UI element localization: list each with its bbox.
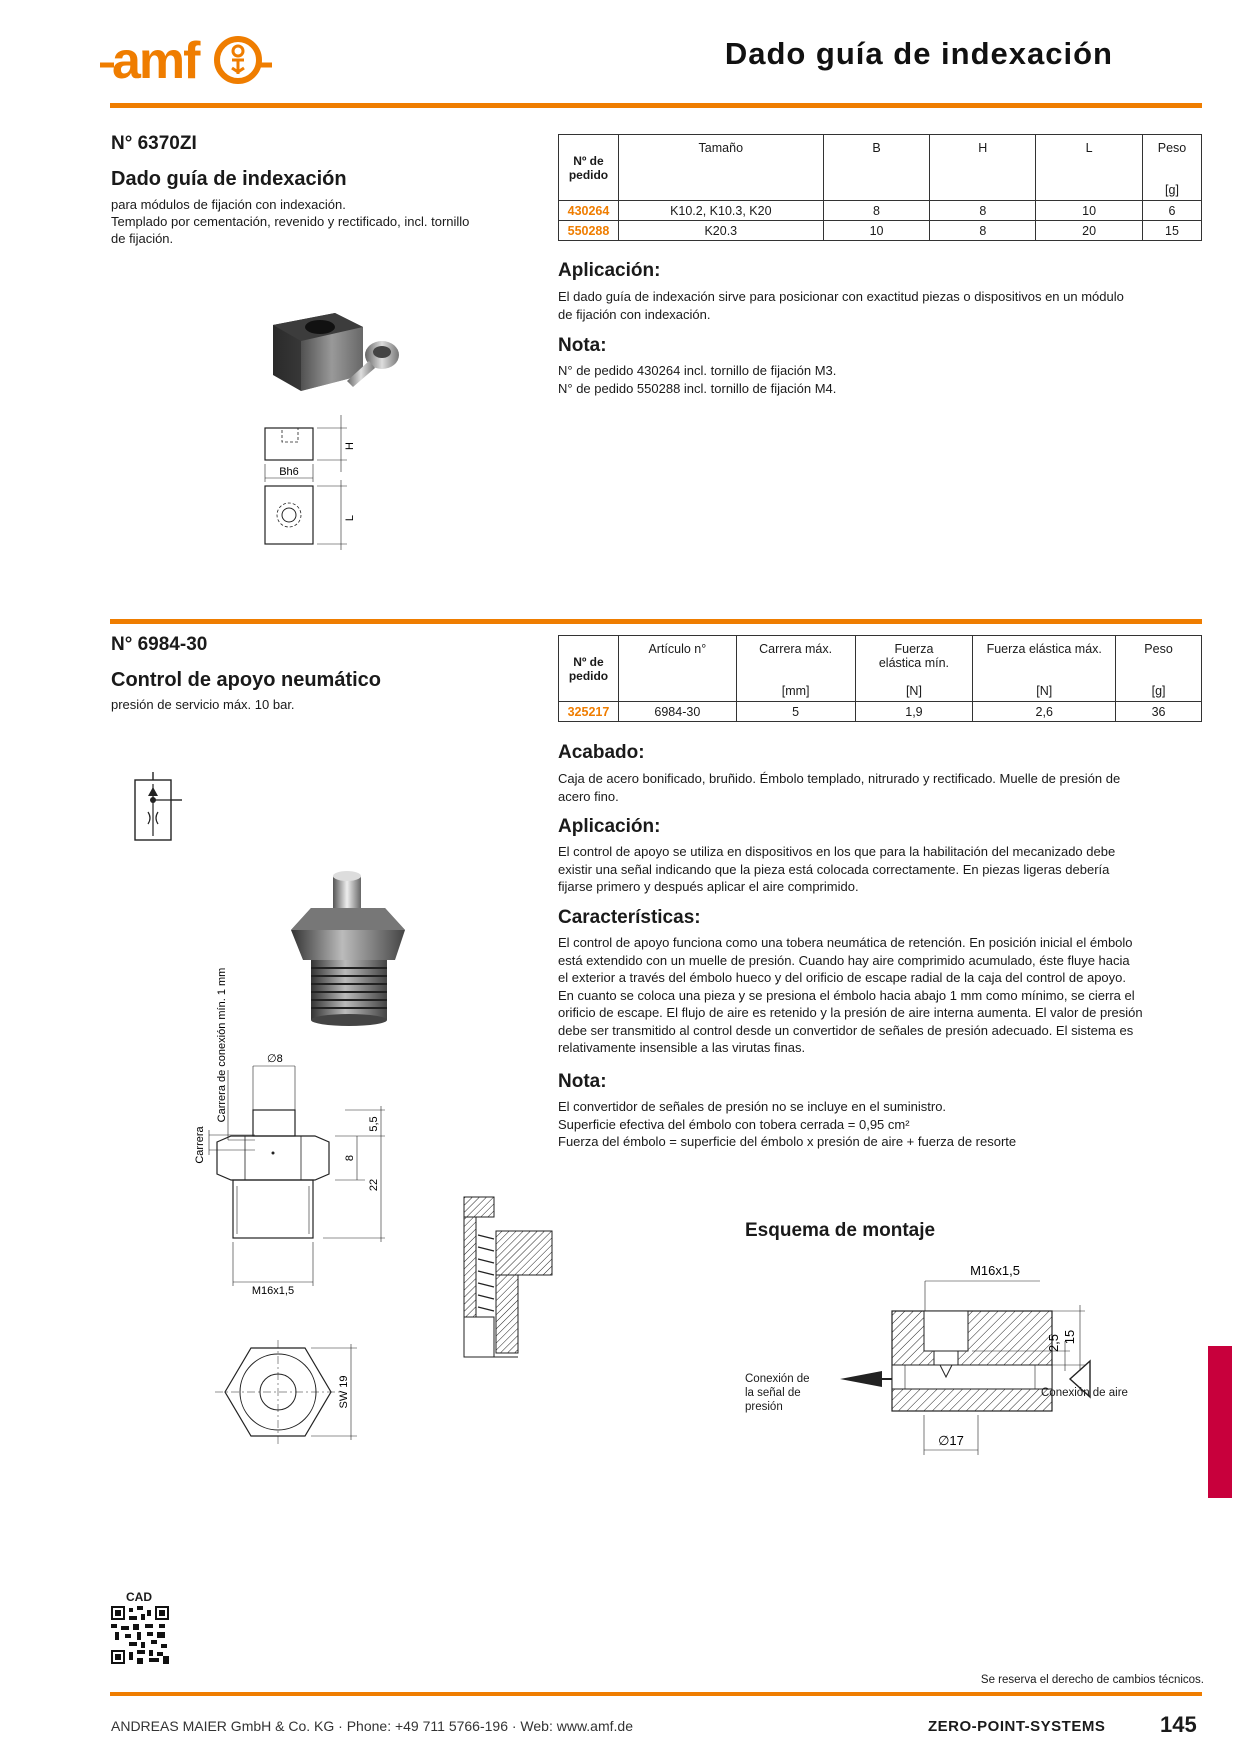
thread-label: M16x1,5 — [251, 1285, 295, 1297]
page-number: 145 — [1160, 1712, 1197, 1737]
mounting-diagram — [740, 1255, 1120, 1485]
table-row: 550288 K20.3 10 8 20 15 — [559, 221, 1202, 241]
dim-8-label: 8 — [344, 1154, 356, 1162]
mount-dia17-label: ∅17 — [938, 1433, 964, 1448]
footer-divider — [110, 1692, 1202, 1696]
guide-block-photo — [265, 305, 415, 405]
acabado-text: Caja de acero bonificado, bruñido. Émbolo templado, nitrurado y rectificado. Muelle de presión de acero fino. — [558, 771, 1121, 804]
section1-aplicacion-text: El dado guía de indexación sirve para posicionar con exactitud piezas o dispositivos en un módulo de fijación con indexación. — [558, 289, 1124, 322]
section1-number: N° 6370ZI — [111, 133, 197, 154]
l-dim-label: L — [344, 514, 356, 522]
page-title: Dado guía de indexación — [724, 36, 1113, 71]
section1-nota-heading: Nota: — [558, 335, 607, 356]
col-peso: Peso [g] — [1116, 636, 1202, 702]
dim-22-label: 22 — [368, 1178, 380, 1192]
support-control-section-drawing — [460, 1195, 555, 1365]
col-fuerza-max: Fuerza elástica máx. [N] — [973, 636, 1116, 702]
section2-nota-text: El convertidor de señales de presión no se incluye en el suministro. Superficie efectiva del émbolo con tobera cerrada = 0,95 cm² Fuerza del émbolo = superficie del émbolo x presión de aire + fuerza de resorte — [558, 1099, 1017, 1149]
section1-subtitle: Dado guía de indexación — [111, 168, 347, 190]
col-peso: Peso [g] — [1143, 135, 1202, 201]
h-dim-label: H — [344, 442, 356, 450]
table-row: 325217 6984-30 5 1,9 2,6 36 — [559, 702, 1202, 722]
dim-55-label: 5,5 — [368, 1116, 380, 1132]
carrera-label: Carrera — [194, 1126, 206, 1164]
carrera-conexion-label: Carrera de conexión mín. 1 mm — [216, 967, 228, 1123]
amf-logo-graphic — [100, 28, 275, 88]
mount-thread-label: M16x1,5 — [970, 1263, 1020, 1278]
section2-description: presión de servicio máx. 10 bar. — [111, 697, 295, 712]
section2-nota-heading: Nota: — [558, 1071, 607, 1092]
amf-logo — [100, 28, 275, 88]
section1-aplicacion-heading: Aplicación: — [558, 260, 661, 281]
order-number-header: Nº de pedido — [559, 636, 619, 702]
mount-dim-25-label: 2,5 — [1046, 1333, 1061, 1353]
conexion-aire-label: Conexión de aire — [1041, 1387, 1128, 1399]
support-control-photo — [285, 868, 415, 1038]
section-divider — [110, 619, 1202, 624]
mount-dim-15-label: 15 — [1062, 1329, 1077, 1345]
order-number-link[interactable]: 550288 — [559, 221, 619, 241]
col-b: B — [823, 135, 930, 201]
section1-spec-table — [558, 134, 1202, 241]
cad-label: CAD — [126, 1590, 152, 1604]
chapter-tab — [1208, 1346, 1232, 1498]
col-carrera: Carrera máx. [mm] — [736, 636, 855, 702]
logo-text: amf — [112, 32, 199, 90]
company-info: ANDREAS MAIER GmbH & Co. KG · Phone: +49 711 5766-196 · Web: www.amf.de — [111, 1718, 633, 1734]
caracteristicas-heading: Características: — [558, 907, 701, 928]
section2-aplicacion-text: El control de apoyo se utiliza en dispositivos en los que para la habilitación del mecanizado debe existir una señal indicando que la pieza está colocada correctamente. En piezas ligeras debería fijarse primero y después aplicar el aire comprimido. — [558, 844, 1116, 894]
col-l: L — [1036, 135, 1143, 201]
order-number-link[interactable]: 325217 — [559, 702, 619, 722]
col-fuerza-min: Fuerza elástica mín. [N] — [855, 636, 973, 702]
col-tamano: Tamaño — [618, 135, 823, 201]
section2-subtitle: Control de apoyo neumático — [111, 669, 382, 691]
section1-description: para módulos de fijación con indexación. Templado por cementación, revenido y rectificado, incl. tornillo de fijación. — [111, 197, 470, 246]
order-number-header: Nº de pedido — [559, 135, 619, 201]
disclaimer: Se reserva el derecho de cambios técnicos. — [980, 1674, 1204, 1686]
col-articulo: Artículo n° — [618, 636, 736, 702]
section2-aplicacion-heading: Aplicación: — [558, 816, 661, 837]
section2-number: N° 6984-30 — [111, 634, 208, 655]
section2-spec-table — [558, 635, 1202, 722]
section1-nota-text: N° de pedido 430264 incl. tornillo de fijación M3. N° de pedido 550288 incl. tornillo de fijación M4. — [558, 363, 837, 396]
pneumatic-symbol-icon — [120, 770, 190, 850]
order-number-link[interactable]: 430264 — [559, 201, 619, 221]
esquema-title: Esquema de montaje — [745, 1220, 936, 1241]
header-divider — [110, 103, 1202, 108]
col-h: H — [930, 135, 1036, 201]
guide-block-drawing — [255, 410, 375, 550]
support-control-side-drawing — [194, 967, 435, 1460]
acabado-heading: Acabado: — [558, 742, 645, 763]
sw19-label: SW 19 — [338, 1375, 350, 1409]
cad-qr-code-icon[interactable] — [111, 1606, 169, 1664]
category-label: ZERO-POINT-SYSTEMS — [928, 1718, 1106, 1735]
caracteristicas-text: El control de apoyo funciona como una tobera neumática de retención. En posición inicial el émbolo está extendido con un muelle de presión. Cuando hay aire comprimido acumulado, éste fluye hacia el exterior a través del émbolo hueco y del orificio de escape radial de la caja del control de apoyo. En cuanto se coloca una pieza y se presiona el émbolo hacia abajo 1 mm como mínimo, se cierra el orificio de escape. El flujo de aire es retenido y la presión de aire interna aumenta. El valor de presión debe ser transmitido al control desde un convertidor de señales de presión adecuado. El sistema es relativamente insensible a las virutas finas. — [558, 935, 1143, 1055]
table-row: 430264 K10.2, K10.3, K20 8 8 10 6 — [559, 201, 1202, 221]
b-dim-label: Bh6 — [279, 466, 299, 478]
dia8-label: ∅8 — [267, 1053, 283, 1065]
conexion-senal-label: Conexión de la señal de presión — [745, 1373, 810, 1413]
